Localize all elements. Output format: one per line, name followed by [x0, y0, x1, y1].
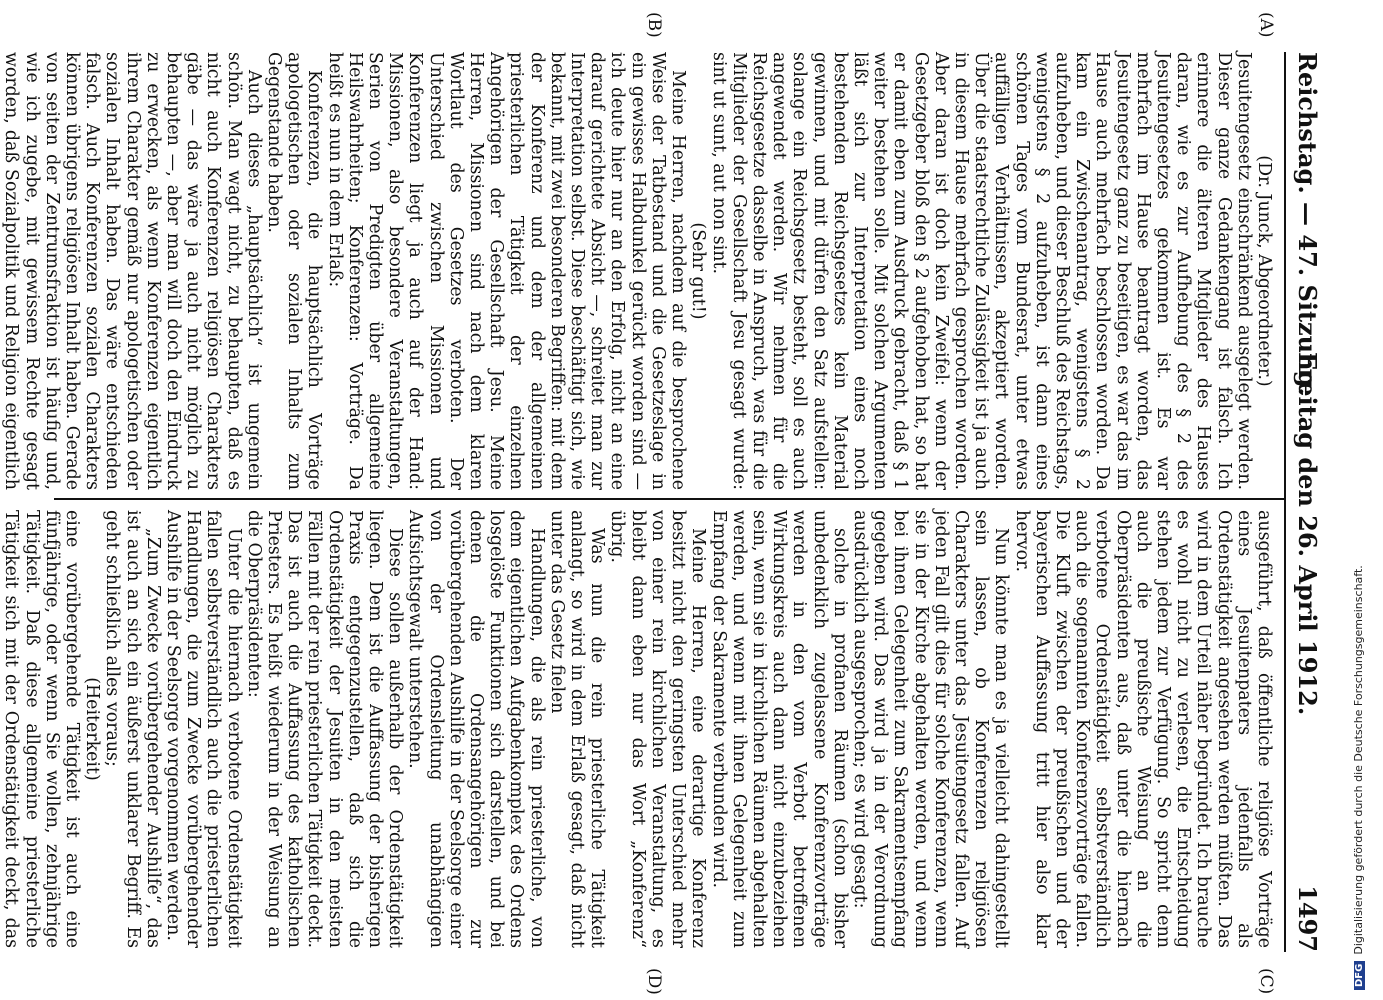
speaker-line: (Dr. Junck, Abgeordneter.) — [1254, 155, 1274, 387]
right-column — [1, 510, 1274, 948]
paragraph: Auch dieses „hauptsächlich“ ist ungemein schön. Man wagt nicht, zu behaupten, daß es nicht auch Konferenzen religiösen Charakters gäbe — das wäre ja auch nicht möglich zu behaupten —, aber man will doch den Eindruck zu erwecken, als wenn Konferenzen eigentlich ihrem Charakter gemäß nur apologetischen oder sozialen Inhalt haben. Das wäre entschieden falsch. Auch Konferenzen sozialen Charakters können übrigens religiösen Inhalt haben. Gerade von seiten der Zentrumsfraktion ist häufig und, wie ich zugebe, mit gewissem Rechte gesagt worden, daß Sozialpolitik und Religion eigentlich — [1, 52, 264, 490]
paragraph: „Zum Zwecke vorübergehender Aushilfe“, das ist auch an sich ein äußerst unklarer Begriff. Es geht schließlich alles voraus; — [102, 510, 163, 948]
paragraph: Was nun die rein priesterliche Tätigkeit anlangt, so wird in dem Erlaß gesagt, daß nicht unter das Gesetz fielen — [546, 510, 608, 948]
paragraph: Jesuitengesetz einschränkend ausgelegt werden. Dieser ganze Gedankengang ist falsch. Ich erinnere die älteren Mitglieder des Hauses daran, wie es zur Aufhebung des § 2 des Jesuitengesetzes gekommen ist. Es war mehrfach im Hause beantragt worden, das Jesuitengesetz ganz zu beseitigen, es war das im Hause auch mehrfach beschlossen worden. Da kam ein Zwischenantrag, wenigstens § 2 aufzuheben, und dieser Beschluß des Reichstags, wenigstens § 2 aufzuheben, ist dann eines schönen Tages vom Bundesrat, unter etwas auffälligen Verhältnissen, akzeptiert worden. Über die staatsrechtliche Zulässigkeit ist ja auch in diesem Hause mehrfach gesprochen worden. Aber daran ist doch kein Zweifel: wenn der Gesetzgeber bloß den § 2 aufgehoben hat, so hat er damit eben zum Ausdruck gebracht, daß § 1 weiter bestehen solle. Mit solchen Argumenten läßt sich zur Interpretation eines noch bestehenden Reichsgesetzes kein Material gewinnen, und mit dürfen den Satz aufstellen: solange ein Reichsgesetz besteht, soll es auch angewendet werden. Wir nehmen für die Reichsgesetze dasselbe in Anspruch, was für die Mitglieder der Gesellschaft Jesu gesagt wurde: sint ut sunt, aut non sint. — [708, 52, 1254, 490]
dfg-logo: DFG — [1354, 961, 1365, 990]
page-header — [1284, 52, 1330, 952]
left-column — [1, 52, 1274, 490]
quotation: Handlungen, die als rein priesterliche, von dem eigentlichen Aufgabenkomplex des Ordens losgelöste Funktionen sich darstellen, und bei denen die Ordensangehörigen zur vorübergehenden Aushilfe in der Seelsorge einer von der Ordensleitung unabhängigen Aufsichtsgewalt unterstehen. — [405, 510, 547, 948]
margin-mark-b: (B) — [644, 12, 664, 38]
quotation: Konferenzen, die hauptsächlich Vorträge apologetischen oder sozialen Inhalts zum Gegenstande haben. — [264, 52, 325, 490]
paragraph: Meine Herren, eine derartige Konferenz besitzt nicht den geringsten Unterschied mehr von einer rein kirchlichen Veranstaltung, es bleibt dann eben nur das Wort „Konferenz“ übrig. — [607, 510, 709, 948]
paragraph: Diese sollen außerhalb der Ordenstätigkeit liegen. Dem ist die Auffassung der bisherigen Praxis entgegenzustellen, daß sich die Ordenstätigkeit der Jesuiten in den meisten Fällen mit der rein priesterlichen Tätigkeit deckt. Das ist auch die Auffassung des katholischen Priesters. Es heißt wiederum in der Weisung an die Oberpräsidenten: — [243, 510, 406, 948]
page-number: 1497 — [1293, 885, 1322, 952]
paragraph: ausgeführt, daß öffentliche religiöse Vorträge eines Jesuitenpaters jedenfalls als Ordenstätigkeit angesehen werden müßten. Das wird in dem Urteil näher begründet. Ich brauche es wohl nicht zu verlesen, die Entscheidung stehen jedem zur Verfügung. So spricht denn auch die preußische Weisung an die Oberpräsidenten aus, daß unter die hiernach verbotene Ordenstätigkeit selbstverständlich auch die sogenannten Konferenzvorträge fallen. Die Kluft zwischen der preußischen und der bayerischen Auffassung tritt hier also klar hervor. — [1011, 510, 1274, 948]
interjection: (Sehr gut!) — [688, 222, 709, 320]
paragraph: Meine Herren, nachdem auf die besprochene Weise der Tatbestand und die Gesetzeslage in ein gewisses Halbdunkel gerückt worden sind — ich deute hier nur an den Erfolg, nicht an eine darauf gerichtete Absicht —, schreitet man zur Interpretation selbst. Diese beschäftigt sich, wie bekannt, mit zwei besonderen Begriffen: mit dem der Konferenz und dem der allgemeinen priesterlichen Tätigkeit der einzelnen Angehörigen der Gesellschaft Jesu. Meine Herren, Missionen sind nach dem klaren Wortlaut des Gesetzes verboten. Der Unterschied zwischen Missionen und Konferenzen liegt ja auch auf der Hand: Missionen, also besondere Veranstaltungen, Serien von Predigten über allgemeine Heilswahrheiten; Konferenzen: Vorträge. Da heißt es nun in dem Erlaß: — [324, 52, 689, 490]
interjection: (Heiterkeit) — [82, 677, 103, 781]
quotation: Unter die hiernach verbotene Ordenstätigkeit fallen selbstverständlich auch die priesterlichen Handlungen, die zum Zwecke vorübergehender Aushilfe in der Seelsorge vorgenommen werden. — [163, 510, 244, 948]
margin-mark-d: (D) — [644, 968, 664, 995]
paragraph: Nun könnte man es ja vielleicht dahingestellt sein lassen, ob Konferenzen religiösen Charakters unter das Jesuitengesetz fallen. Auf jeden Fall gilt dies für solche Konferenzen, wenn sie in der Kirche abgehalten werden, und wenn bei ihnen Gelegenheit zum Sakramentsempfang gegeben wird. Das wird ja in der Verordnung ausdrücklich ausgesprochen; es wird gesagt: — [849, 510, 1012, 948]
funding-footer — [1352, 565, 1365, 990]
quotation: solche in profanen Räumen (schon bisher unbedenklich zugelassene Konferenzvorträge werden in den vom Verbot betroffenen Wirkungskreis auch dann nicht einzubeziehen sein, wenn sie in kirchlichen Räumen abgehalten werden, und wenn mit ihnen Gelegenheit zum Empfang der Sakramente verbunden wird. — [708, 510, 850, 948]
paragraph: eine vorübergehende Tätigkeit ist auch eine fünfjährige, oder wenn Sie wollen, zehnjährige Tätigkeit. Daß diese allgemeine priesterliche Tätigkeit sich mit der Ordenstätigkeit deckt, das — [1, 510, 83, 948]
margin-mark-a: (A) — [1256, 12, 1276, 38]
document-page — [1, 0, 1340, 1000]
margin-mark-c: (C) — [1256, 968, 1276, 995]
column-divider — [54, 498, 1284, 500]
header-date: Freitag den 26. April 1912. — [1293, 352, 1322, 716]
funding-note: Digitalisierung gefördert durch die Deutsche Forschungsgemeinschaft. — [1352, 565, 1365, 955]
header-left: Reichstag. — 47. Sitzung. — [1293, 52, 1322, 396]
